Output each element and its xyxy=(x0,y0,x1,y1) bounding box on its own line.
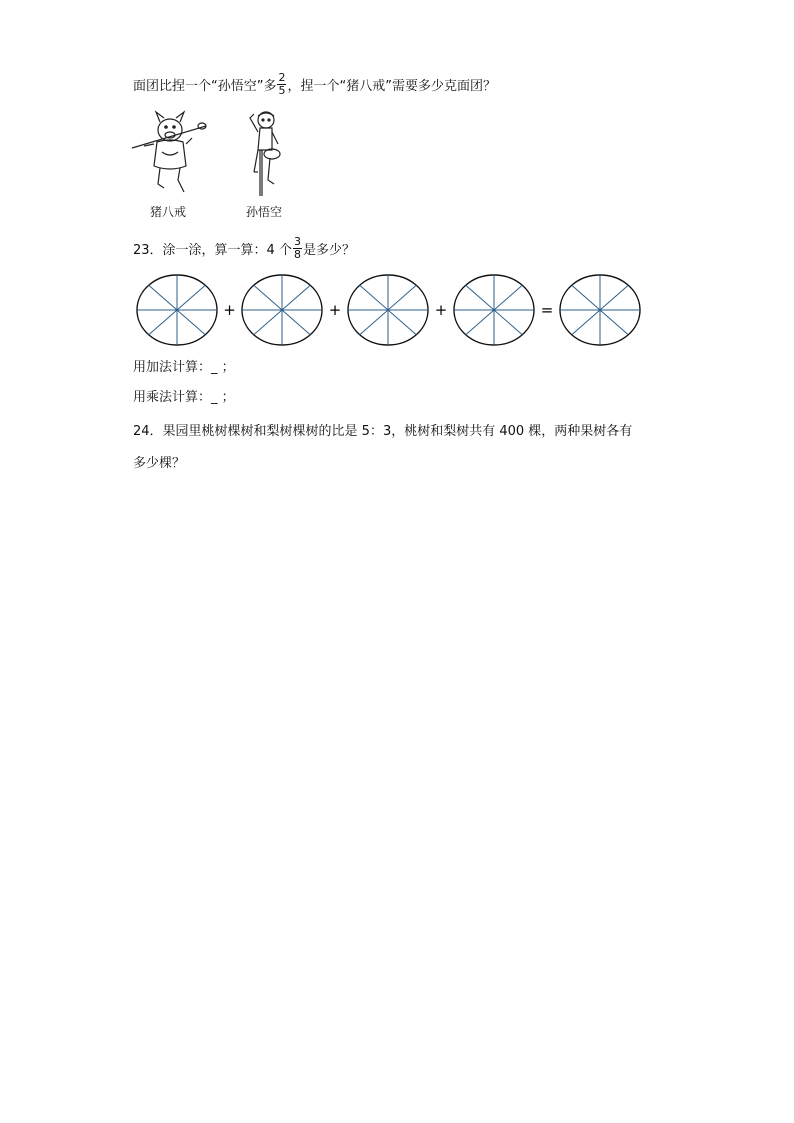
q22-text-after: ，捏一个“猪八戒”需要多少克面团？ xyxy=(287,79,496,94)
fraction-circle[interactable] xyxy=(242,275,322,345)
q23-fraction xyxy=(293,236,302,261)
operator-sign: + xyxy=(434,301,448,319)
fraction-circle[interactable] xyxy=(454,275,534,345)
q22-frac-den: 5 xyxy=(278,84,286,97)
q24-question-line2: 多少棵？ xyxy=(133,456,186,471)
operator-sign: = xyxy=(540,301,554,319)
zhubajie-illustration xyxy=(130,108,210,198)
sunwukong-illustration xyxy=(240,110,290,200)
fraction-circles-row xyxy=(130,272,650,348)
q23-addition-line: 用加法计算：_ ； xyxy=(133,360,235,375)
operator-sign: + xyxy=(223,301,236,319)
zhubajie-caption: 猪八戒 xyxy=(150,205,187,219)
q23-question xyxy=(133,235,355,263)
fraction-circle[interactable] xyxy=(137,275,217,345)
q22-fraction xyxy=(277,72,286,97)
q24-question-line1: 24．果园里桃树棵树和梨树棵树的比是 5：3，桃树和梨树共有 400 棵，两种果树各有 xyxy=(133,424,633,439)
sunwukong-caption: 孙悟空 xyxy=(246,205,283,219)
q22-frac-num: 2 xyxy=(278,71,286,84)
q22-question xyxy=(133,71,496,99)
q23-frac-num: 3 xyxy=(293,235,301,248)
fraction-circle[interactable] xyxy=(348,275,428,345)
q23-frac-den: 8 xyxy=(293,248,301,261)
fraction-circle[interactable] xyxy=(560,275,640,345)
q22-text-before: 面团比捏一个“孙悟空”多 xyxy=(133,79,277,94)
q23-text-suffix: 是多少？ xyxy=(302,243,355,258)
q23-text-prefix: 23．涂一涂，算一算：4 个 xyxy=(133,243,292,258)
q23-multiplication-line: 用乘法计算：_ ； xyxy=(133,390,235,405)
operator-sign: + xyxy=(328,301,342,319)
